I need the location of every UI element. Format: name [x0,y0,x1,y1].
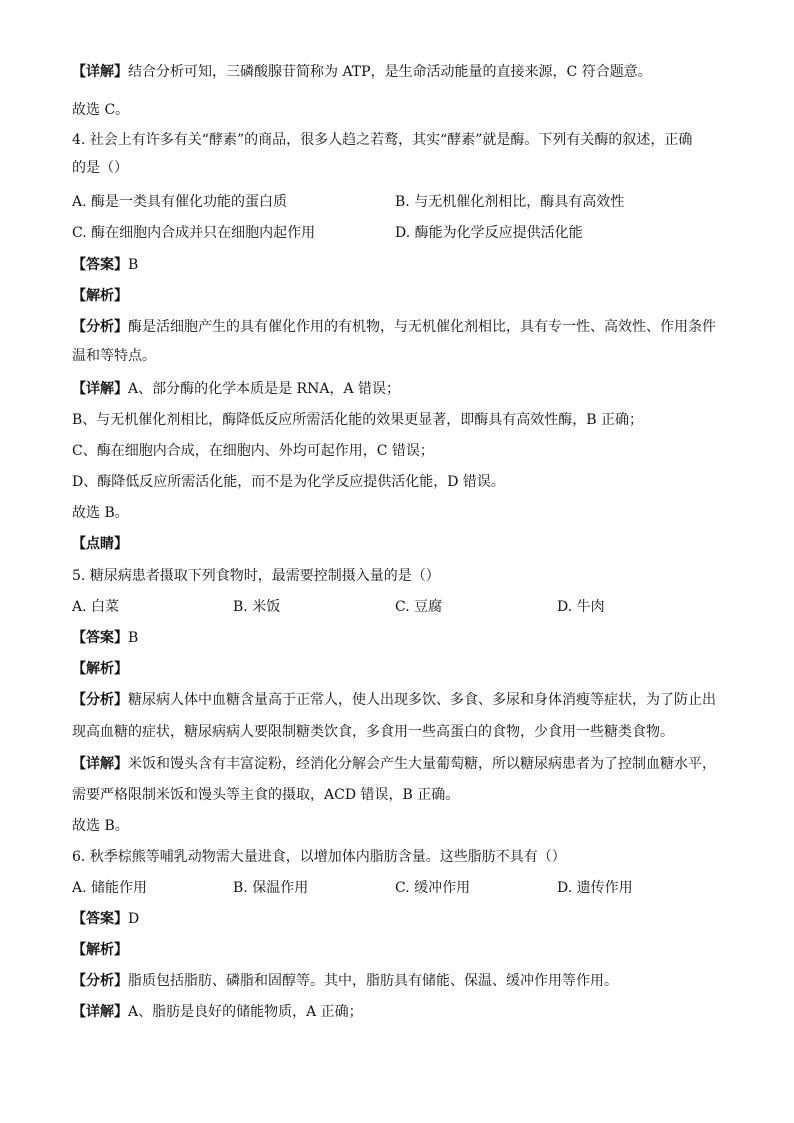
detail-line1 [72,754,716,774]
option-d: D. 牛肉 [557,599,605,615]
fenxi-line2: 现高血糖的症状，糖尿病病人要限制糖类饮食，多食用一些高蛋白的食物，少食用一些糖类食物。 [72,724,674,740]
option-c: C. 酶在细胞内合成并只在细胞内起作用 [72,225,316,241]
analysis-heading [72,940,128,960]
fenxi-text: 酶是活细胞产生的具有催化作用的有机物，与无机催化剂相比，具有专一性、高效性、作用条件 [128,319,716,335]
option-c: C. 缓冲作用 [395,880,471,896]
answer-tag: 【答案】 [72,630,128,646]
conclusion-line: 故选 B。 [72,818,129,834]
detail-line2: 需要严格限制米饭和馒头等主食的摄取，ACD 错误，B 正确。 [72,787,460,803]
question-6-options [72,878,732,898]
answer-tag: 【答案】 [72,257,128,273]
answer-value: B [128,630,139,646]
detail-tag: 【详解】 [72,64,128,80]
question-4-stem-line2: 的是（） [72,160,128,176]
detail-paragraph [72,62,652,82]
option-b: B. 米饭 [233,599,281,615]
conclusion-line: 故选 B。 [72,505,129,521]
detail-tag: 【详解】 [72,756,128,772]
option-a: A. 酶是一类具有催化功能的蛋白质 [72,194,288,210]
option-d: D. 遗传作用 [557,880,633,896]
answer-value: D [128,911,140,927]
fenxi-tag: 【分析】 [72,973,128,989]
option-b: B. 与无机催化剂相比，酶具有高效性 [395,194,625,210]
answer-line [72,909,139,929]
fenxi-text: 糖尿病人体中血糖含量高于正常人，使人出现多饮、多食、多尿和身体消瘦等症状，为了防止出 [128,692,716,708]
analysis-heading [72,286,128,306]
option-b: B. 保温作用 [233,880,309,896]
question-4-stem-line1: 4. 社会上有许多有关“酵素”的商品，很多人趋之若鹜，其实“酵素”就是酶。下列有关酶的叙述，正确 [72,132,693,148]
detail-text: 结合分析可知，三磷酸腺苷简称为 ATP，是生命活动能量的直接来源，C 符合题意。 [128,64,652,80]
detail-text: 米饭和馒头含有丰富淀粉，经消化分解会产生大量葡萄糖，所以糖尿病患者为了控制血糖水平， [128,756,716,772]
comment-heading [72,534,128,554]
detail-tag: 【详解】 [72,381,128,397]
analysis-heading [72,659,128,679]
answer-value: B [128,257,139,273]
option-d: D. 酶能为化学反应提供活化能 [395,225,583,241]
fenxi-text: 脂质包括脂肪、磷脂和固醇等。其中，脂肪具有储能、保温、缓冲作用等作用。 [128,973,618,989]
detail-line2: B、与无机催化剂相比，酶降低反应所需活化能的效果更显著，即酶具有高效性酶，B 正确； [72,412,644,428]
fenxi-tag: 【分析】 [72,692,128,708]
detail-tag: 【详解】 [72,1004,128,1020]
fenxi-line1 [72,690,716,710]
detail-text: A、脂肪是良好的储能物质，A 正确； [128,1004,363,1020]
answer-line [72,255,138,275]
question-5-options [72,597,732,617]
analysis-tag: 【解析】 [72,661,128,677]
fenxi-tag: 【分析】 [72,319,128,335]
detail-line4: D、酶降低反应所需活化能，而不是为化学反应提供活化能，D 错误。 [72,474,505,490]
detail-text: A、部分酶的化学本质是是 RNA，A 错误； [128,381,401,397]
option-a: A. 储能作用 [72,880,148,896]
analysis-tag: 【解析】 [72,288,128,304]
detail-line1 [72,1002,363,1022]
question-6-stem: 6. 秋季棕熊等哺乳动物需大量进食，以增加体内脂肪含量。这些脂肪不具有（） [72,849,566,865]
conclusion-line: 故选 C。 [72,102,130,118]
answer-tag: 【答案】 [72,911,128,927]
detail-line3: C、酶在细胞内合成，在细胞内、外均可起作用，C 错误； [72,443,434,459]
analysis-tag: 【解析】 [72,942,128,958]
comment-tag: 【点睛】 [72,536,128,552]
question-5-stem: 5. 糖尿病患者摄取下列食物时，最需要控制摄入量的是（） [72,568,440,584]
option-c: C. 豆腐 [395,599,443,615]
question-4-options-row2 [72,223,732,243]
question-4-options-row1 [72,192,732,212]
detail-line1 [72,379,400,399]
option-a: A. 白菜 [72,599,120,615]
fenxi-line1 [72,971,618,991]
answer-line [72,628,138,648]
fenxi-line1 [72,317,716,337]
fenxi-line2: 温和等特点。 [72,348,156,364]
